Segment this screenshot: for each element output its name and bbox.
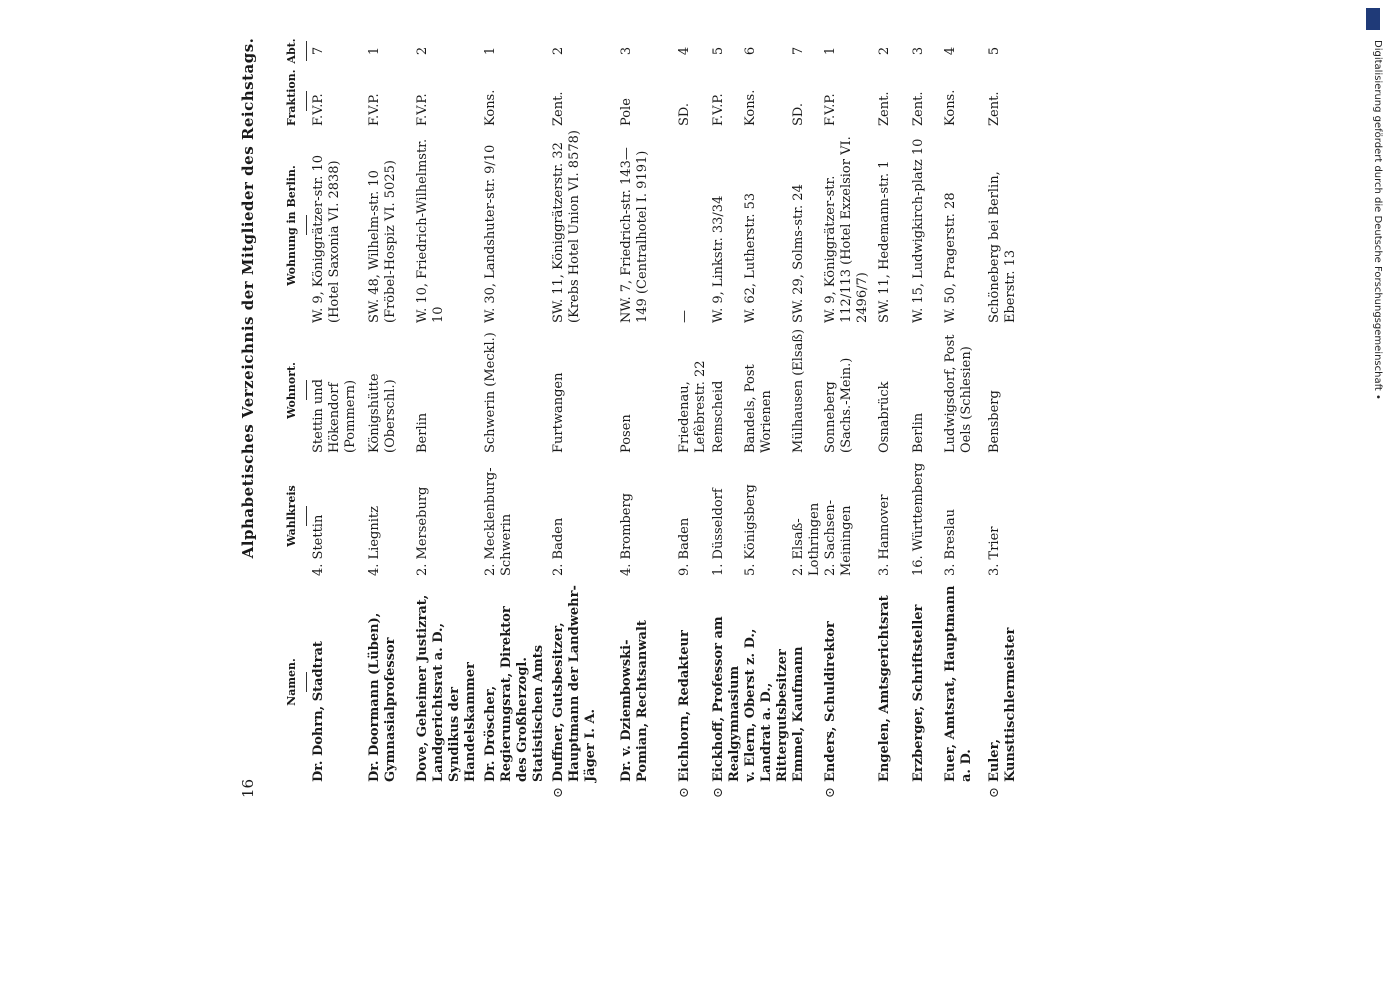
member-abteilung: 5	[711, 46, 726, 56]
member-wohnung: W. 9, Königgrätzer-str. 112/113 (Hotel Exzelsior VI. 2496/7)	[823, 136, 870, 323]
member-wohnort: Berlin	[415, 412, 430, 453]
member-wohnung: W. 62, Lutherstr. 53	[743, 192, 758, 323]
member-wohnort: Remscheid	[711, 380, 726, 453]
member-name: Emmel, Kaufmann	[791, 646, 806, 782]
member-wahlkreis: 9. Baden	[677, 517, 692, 576]
member-wohnort: Stettin und Hökendorf (Pommern)	[311, 378, 358, 453]
member-wohnort: Mülhausen (Elsaß)	[791, 328, 806, 453]
member-wohnort: Friedenau, Lefèbrestr. 22	[677, 360, 708, 453]
column-header-wahlkreis: Wahlkreis	[285, 456, 307, 576]
member-wahlkreis: 3. Breslau	[943, 509, 958, 576]
member-wahlkreis: 2. Merseburg	[415, 486, 430, 576]
page-title: Alphabetisches Verzeichnis der Mitglieder des Reichstags.	[239, 37, 257, 559]
member-wohnung: SW. 11, Königgrätzerstr. 32 (Krebs Hotel Union VI. 8578)	[551, 130, 582, 323]
member-name: Eichhorn, Redakteur	[677, 630, 692, 782]
member-wohnort: Ludwigsdorf, Post Oels (Schlesien)	[943, 334, 974, 453]
member-wohnort: Königshütte (Oberschl.)	[367, 373, 398, 453]
member-wohnung: W. 9, Linkstr. 33/34	[711, 195, 726, 323]
member-wohnung: —	[677, 310, 692, 323]
member-fraktion: SD.	[791, 103, 806, 126]
member-wohnort: Bandels, Post Worienen	[743, 364, 774, 453]
member-wohnung: SW. 11, Hedemann-str. 1	[877, 160, 892, 323]
column-header-names: Namen.	[285, 582, 307, 782]
row-mark: ⊙	[823, 787, 838, 798]
member-fraktion: Kons.	[743, 89, 758, 126]
member-name: Dr. Dröscher, Regierungsrat, Direktor des Großherzogl. Statistischen Amts	[483, 606, 546, 782]
member-abteilung: 5	[987, 46, 1002, 56]
member-abteilung: 3	[619, 46, 634, 56]
member-fraktion: Zent.	[551, 91, 566, 126]
row-mark: ⊙	[677, 787, 692, 798]
member-fraktion: F.V.P.	[311, 93, 326, 126]
member-name: Eickhoff, Professor am Realgymnasium	[711, 616, 742, 782]
member-wohnung: Schöneberg bei Berlin, Eberstr. 13	[987, 171, 1018, 323]
member-wahlkreis: 4. Bromberg	[619, 492, 634, 576]
member-wohnort: Berlin	[911, 412, 926, 453]
member-wahlkreis: 2. Mecklenburg-Schwerin	[483, 467, 514, 576]
member-wohnung: W. 10, Friedrich-Wilhelmstr. 10	[415, 138, 446, 323]
member-fraktion: Pole	[619, 98, 634, 126]
member-name: v. Elern, Oberst z. D., Landrat a. D., Rittergutsbesitzer	[743, 628, 790, 782]
member-abteilung: 3	[911, 46, 926, 56]
member-wohnung: SW. 29, Solms-str. 24	[791, 184, 806, 323]
dfg-funding-note: Digitalisierung gefördert durch die Deutsche Forschungsgemeinschaft •	[1372, 40, 1383, 400]
member-abteilung: 2	[877, 46, 892, 56]
column-header-abt: Abt.	[285, 36, 307, 66]
page-number: 16	[239, 778, 257, 798]
member-wohnort: Osnabrück	[877, 381, 892, 453]
member-fraktion: Kons.	[943, 89, 958, 126]
member-name: Dr. Dohrn, Stadtrat	[311, 641, 326, 782]
member-abteilung: 1	[483, 46, 498, 56]
member-abteilung: 1	[367, 46, 382, 56]
member-fraktion: SD.	[677, 103, 692, 126]
member-fraktion: Kons.	[483, 89, 498, 126]
column-header-fraktion: Fraktion.	[285, 76, 307, 126]
member-wohnung: W. 30, Landshuter-str. 9/10	[483, 144, 498, 323]
member-wohnung: W. 9, Königgrätzer-str. 10 (Hotel Saxonia VI. 2838)	[311, 154, 342, 323]
member-abteilung: 2	[415, 46, 430, 56]
member-wohnung: W. 50, Pragerstr. 28	[943, 192, 958, 323]
member-name: Dr. Doormann (Lüben), Gymnasialprofessor	[367, 612, 398, 782]
member-wahlkreis: 3. Trier	[987, 526, 1002, 576]
member-name: Enders, Schuldirektor	[823, 621, 838, 782]
member-wahlkreis: 5. Königsberg	[743, 484, 758, 576]
member-abteilung: 7	[791, 46, 806, 56]
member-abteilung: 6	[743, 46, 758, 56]
member-name: Erzberger, Schriftsteller	[911, 604, 926, 782]
member-wahlkreis: 16. Württemberg	[911, 462, 926, 576]
member-name: Euer, Amtsrat, Hauptmann a. D.	[943, 585, 974, 782]
member-wahlkreis: 4. Stettin	[311, 514, 326, 576]
member-wahlkreis: 3. Hannover	[877, 494, 892, 576]
member-wahlkreis: 2. Sachsen-Meiningen	[823, 500, 854, 576]
member-wohnort: Bensberg	[987, 390, 1002, 453]
member-abteilung: 2	[551, 46, 566, 56]
member-fraktion: F.V.P.	[415, 93, 430, 126]
row-mark: ⊙	[551, 787, 566, 798]
member-name: Euler, Kunsttischlermeister	[987, 627, 1018, 782]
member-fraktion: Zent.	[911, 91, 926, 126]
member-name: Duffner, Gutsbesitzer, Hauptmann der Landwehr-Jäger I. A.	[551, 585, 598, 782]
member-wohnort: Furtwangen	[551, 372, 566, 453]
member-fraktion: Zent.	[877, 91, 892, 126]
member-abteilung: 7	[311, 46, 326, 56]
row-mark: ⊙	[987, 787, 1002, 798]
member-fraktion: F.V.P.	[367, 93, 382, 126]
document-page	[215, 37, 1175, 798]
member-name: Dr. v. Dziembowski-Pomian, Rechtsanwalt	[619, 620, 650, 782]
member-wahlkreis: 2. Baden	[551, 517, 566, 576]
member-wahlkreis: 4. Liegnitz	[367, 506, 382, 576]
member-fraktion: F.V.P.	[711, 93, 726, 126]
member-abteilung: 4	[943, 46, 958, 56]
member-wahlkreis: 1. Düsseldorf	[711, 488, 726, 576]
member-wohnort: Posen	[619, 414, 634, 453]
member-abteilung: 4	[677, 46, 692, 56]
member-name: Engelen, Amtsgerichtsrat	[877, 595, 892, 782]
member-wohnung: SW. 48, Wilhelm-str. 10 (Fröbel-Hospiz VI. 5025)	[367, 160, 398, 323]
member-fraktion: F.V.P.	[823, 93, 838, 126]
row-mark: ⊙	[711, 787, 726, 798]
member-wohnort: Schwerin (Meckl.)	[483, 332, 498, 453]
column-header-wohnung: Wohnung in Berlin.	[285, 128, 307, 323]
member-wohnung: W. 15, Ludwigkirch-platz 10	[911, 138, 926, 323]
member-name: Dove, Geheimer Justizrat, Landgerichtsrat a. D., Syndikus der Handelskammer	[415, 594, 478, 782]
dfg-logo	[1366, 8, 1380, 30]
member-fraktion: Zent.	[987, 91, 1002, 126]
member-wahlkreis: 2. Elsaß-Lothringen	[791, 502, 822, 576]
member-abteilung: 1	[823, 46, 838, 56]
member-wohnort: Sonneberg (Sachs.-Mein.)	[823, 357, 854, 453]
column-header-wohnort: Wohnort.	[285, 328, 307, 453]
member-wohnung: NW. 7, Friedrich-str. 143—149 (Centralhotel I. 9191)	[619, 147, 650, 323]
